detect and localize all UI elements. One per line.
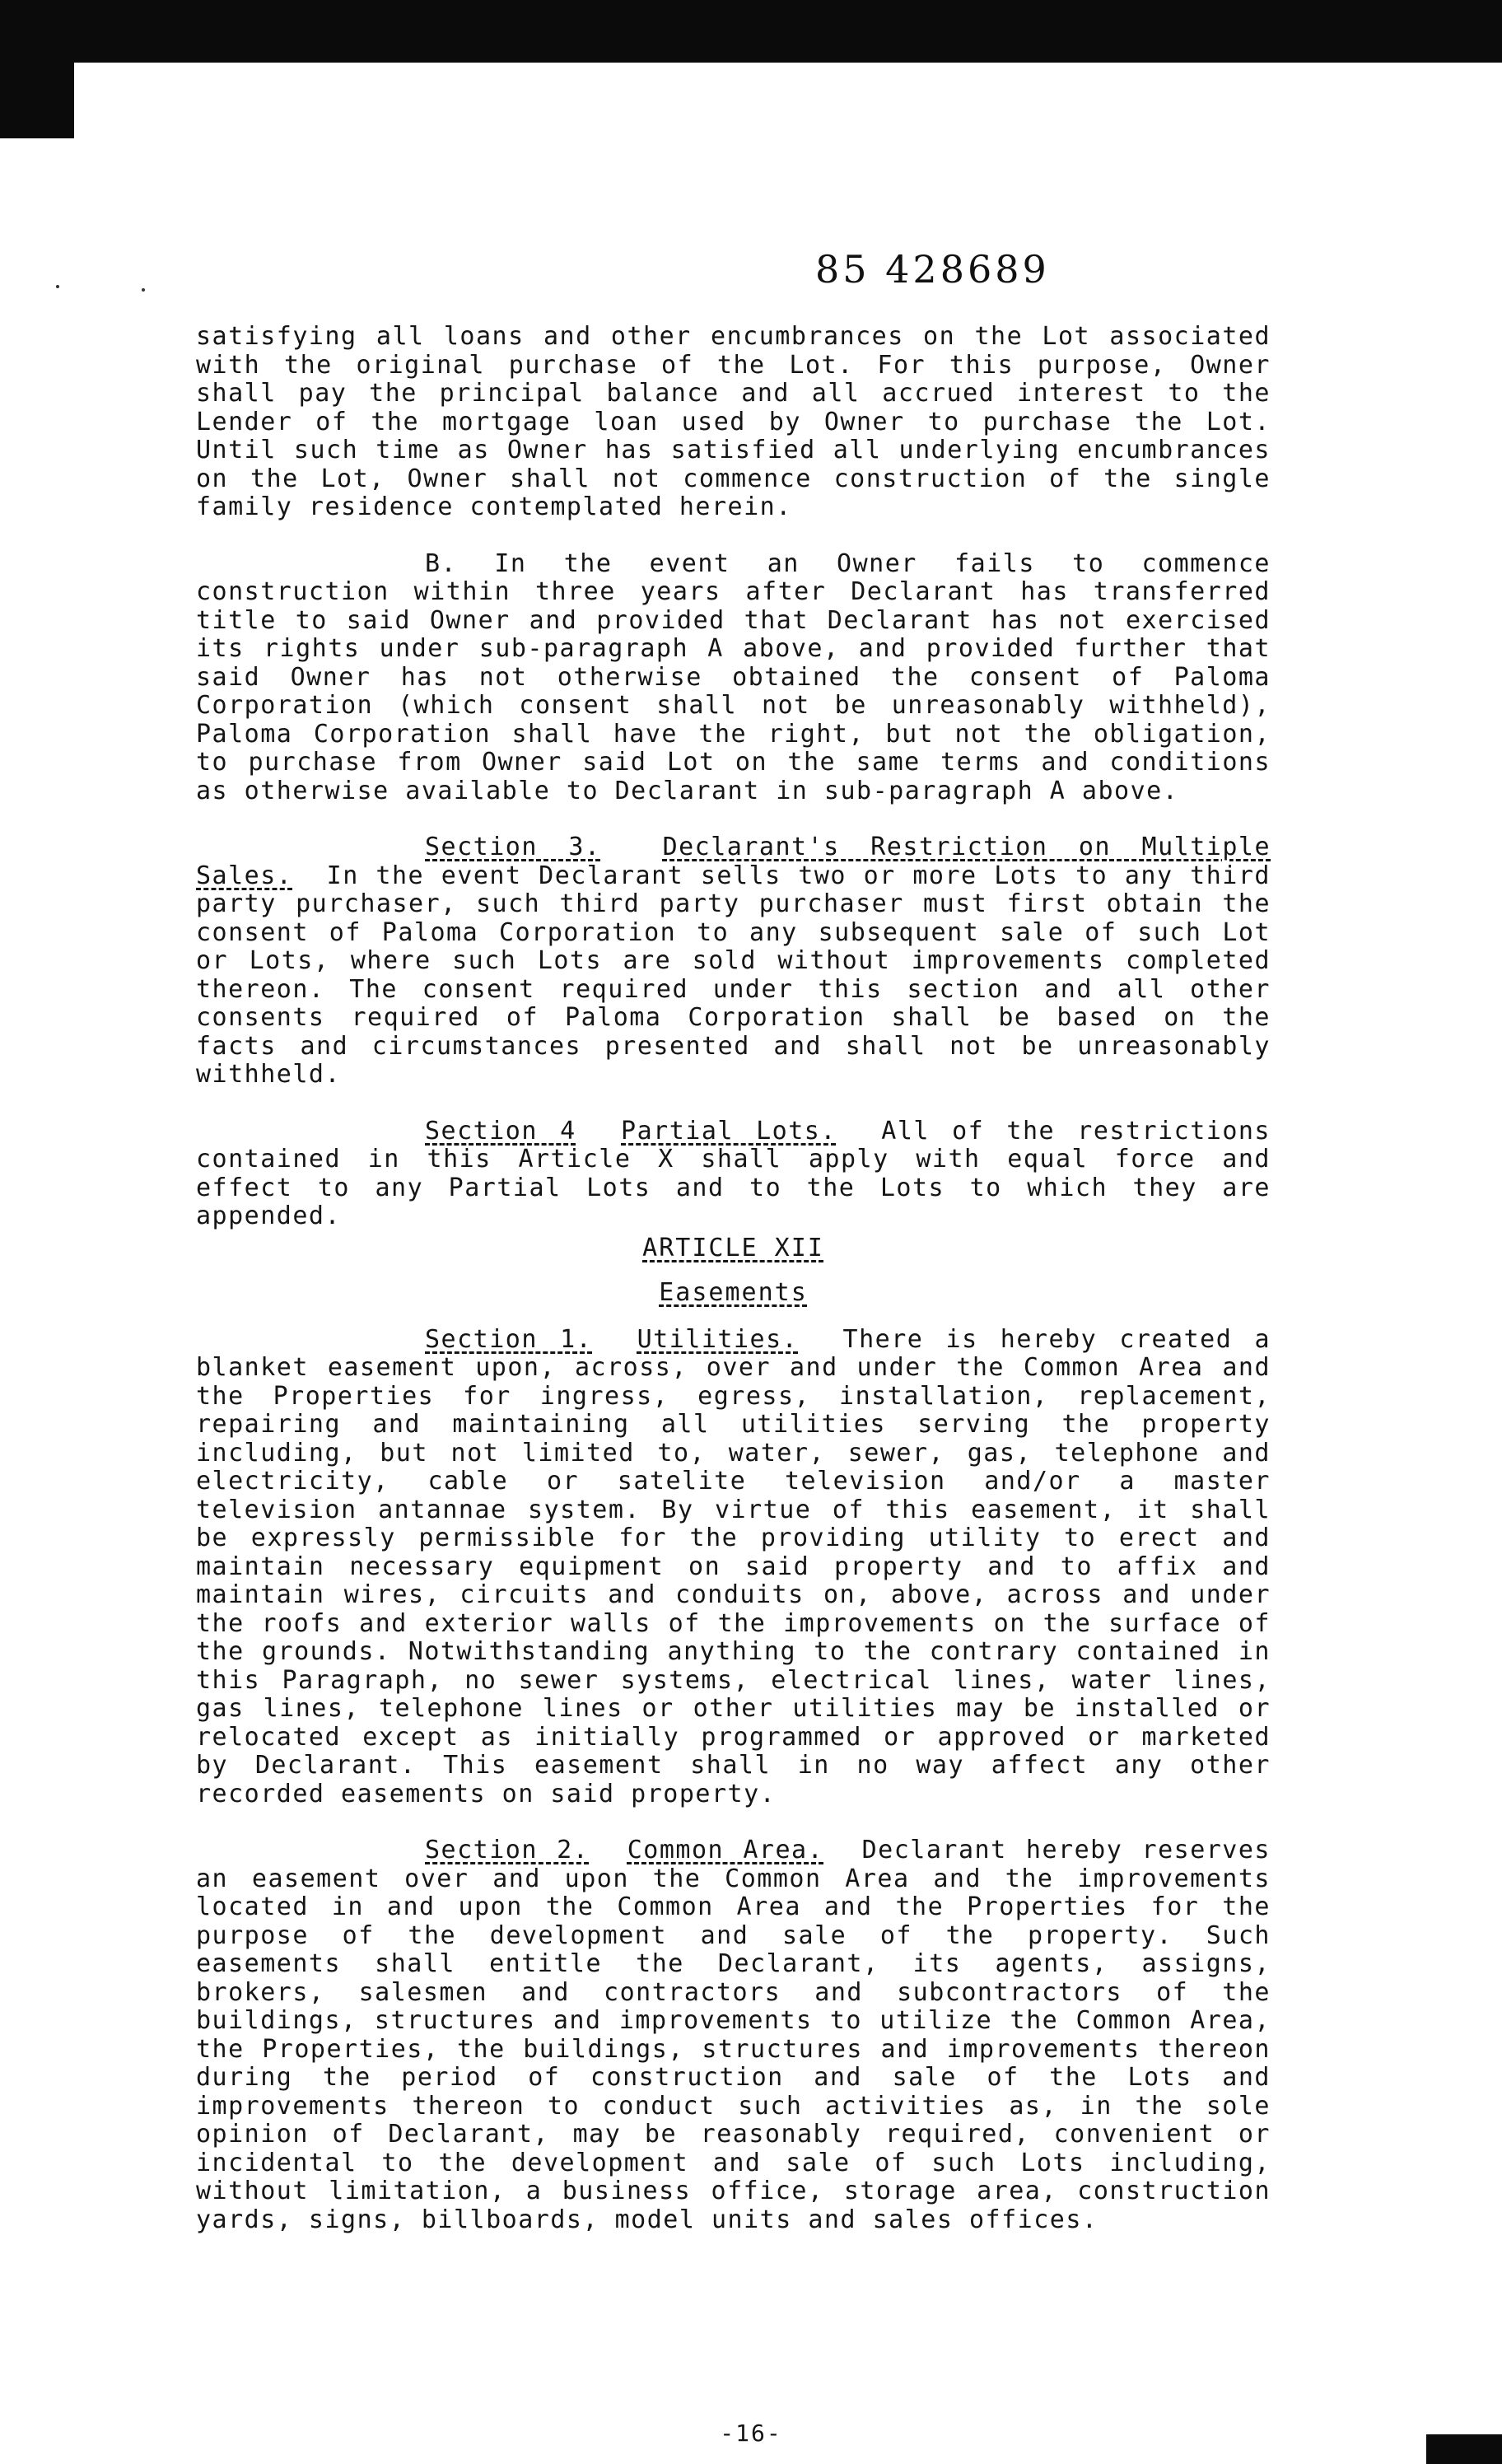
section-1-text: There is hereby created a blanket easement upon, across, over and under the Common Area and the Properties for ingress, egress, installation, replacement, repairing and maintaining all utilities serving the property including, but not limited to, water, sewer, gas, telephone and electricity, cable or satelite television and/or a master television antannae system. By virtue of this easement, it shall be expressly permissible for the providing utility to erect and maintain necessary equipment on said property and to affix and maintain wires, circuits and conduits on, above, across and under the roofs and exterior walls of the improvements on the surface of the grounds. Notwithstanding anything to the contrary contained in this Paragraph, no sewer systems, electrical lines, water lines, gas lines, telephone lines or other utilities may be installed or relocated except as initially programmed or approved or marketed by Declarant. This easement shall in no way affect any other recorded easements on said property. bbox=[196, 1324, 1271, 1808]
paragraph-b-text: B. In the event an Owner fails to commence construction within three years after Declarant has transferred title to said Owner and provided that Declarant has not exercised its rights under sub-paragraph A above, and provided further that said Owner has not otherwise obtained the consent of Paloma Corporation (which consent shall not be unreasonably withheld), Paloma Corporation shall have the right, but not the obligation, to purchase from Owner said Lot on the same terms and conditions as otherwise available to Declarant in sub-paragraph A above. bbox=[196, 548, 1271, 805]
section-3-text: In the event Declarant sells two or more Lots to any third party purchaser, such third party purchaser must first obtain the consent of Paloma Corporation to any subsequent sale of such Lot or Lots, where such Lots are sold without improvements completed thereon. The consent required under this section and all other consents required of Paloma Corporation shall be based on the facts and circumstances presented and shall not be unreasonably withheld. bbox=[196, 861, 1271, 1089]
section-4-text: All of the restrictions contained in this Article X shall apply with equal force and effect to any Partial Lots and to the Lots to which they are appended. bbox=[196, 1116, 1271, 1230]
scan-border-top bbox=[0, 0, 1502, 63]
scan-border-left bbox=[0, 0, 74, 138]
scan-speck bbox=[142, 288, 145, 292]
scan-speck bbox=[56, 285, 59, 288]
easements-subheading bbox=[196, 1279, 1271, 1308]
section-2-label: Section 2. bbox=[425, 1836, 590, 1864]
section-2-title: Common Area. bbox=[627, 1836, 824, 1864]
section-3-paragraph bbox=[196, 833, 1271, 1090]
section-4-label: Section 4 bbox=[425, 1116, 576, 1146]
section-2-text: Declarant hereby reserves an easement over and upon the Common Area and the improvements located in and upon the Common Area and the Properties for the purpose of the development and sale of the property. Such easements shall entitle the Declarant, its agents, assigns, brokers, salesmen and contractors and subcontractors of the buildings, structures and improvements to utilize the Common Area, the Properties, the buildings, structures and improvements thereon during the period of construction and sale of the Lots and improvements thereon to conduct such activities as, in the sole opinion of Declarant, may be reasonably required, convenient or incidental to the development and sale of such Lots including, without limitation, a business office, storage area, construction yards, signs, billboards, model units and sales offices. bbox=[196, 1836, 1271, 2234]
article-heading bbox=[196, 1234, 1271, 1263]
page-number: -16- bbox=[720, 2420, 782, 2447]
easements-subheading-text: Easements bbox=[659, 1278, 808, 1307]
document-number: 85 428689 bbox=[815, 247, 1050, 292]
section-3-label: Section 3. bbox=[425, 833, 601, 861]
section-4-paragraph bbox=[196, 1118, 1271, 1231]
document-body bbox=[196, 323, 1271, 2234]
paragraph-continuation: satisfying all loans and other encumbrances on the Lot associated with the original purchase of the Lot. For this purpose, Owner shall pay the principal balance and all accrued interest to the Lender of the mortgage loan used by Owner to purchase the Lot. Until such time as Owner has satisfied all underlying encumbrances on the Lot, Owner shall not commence construction of the single family residence contemplated herein. bbox=[196, 322, 1271, 521]
paragraph-b bbox=[196, 550, 1271, 806]
section-2-paragraph bbox=[196, 1836, 1271, 2234]
section-3-title: Declarant's Restriction on Multiple Sales. bbox=[196, 833, 1271, 890]
section-1-paragraph bbox=[196, 1326, 1271, 1809]
section-1-title: Utilities. bbox=[637, 1324, 799, 1354]
article-heading-text: ARTICLE XII bbox=[642, 1233, 824, 1262]
section-1-label: Section 1. bbox=[425, 1324, 593, 1354]
section-4-title: Partial Lots. bbox=[621, 1116, 837, 1146]
